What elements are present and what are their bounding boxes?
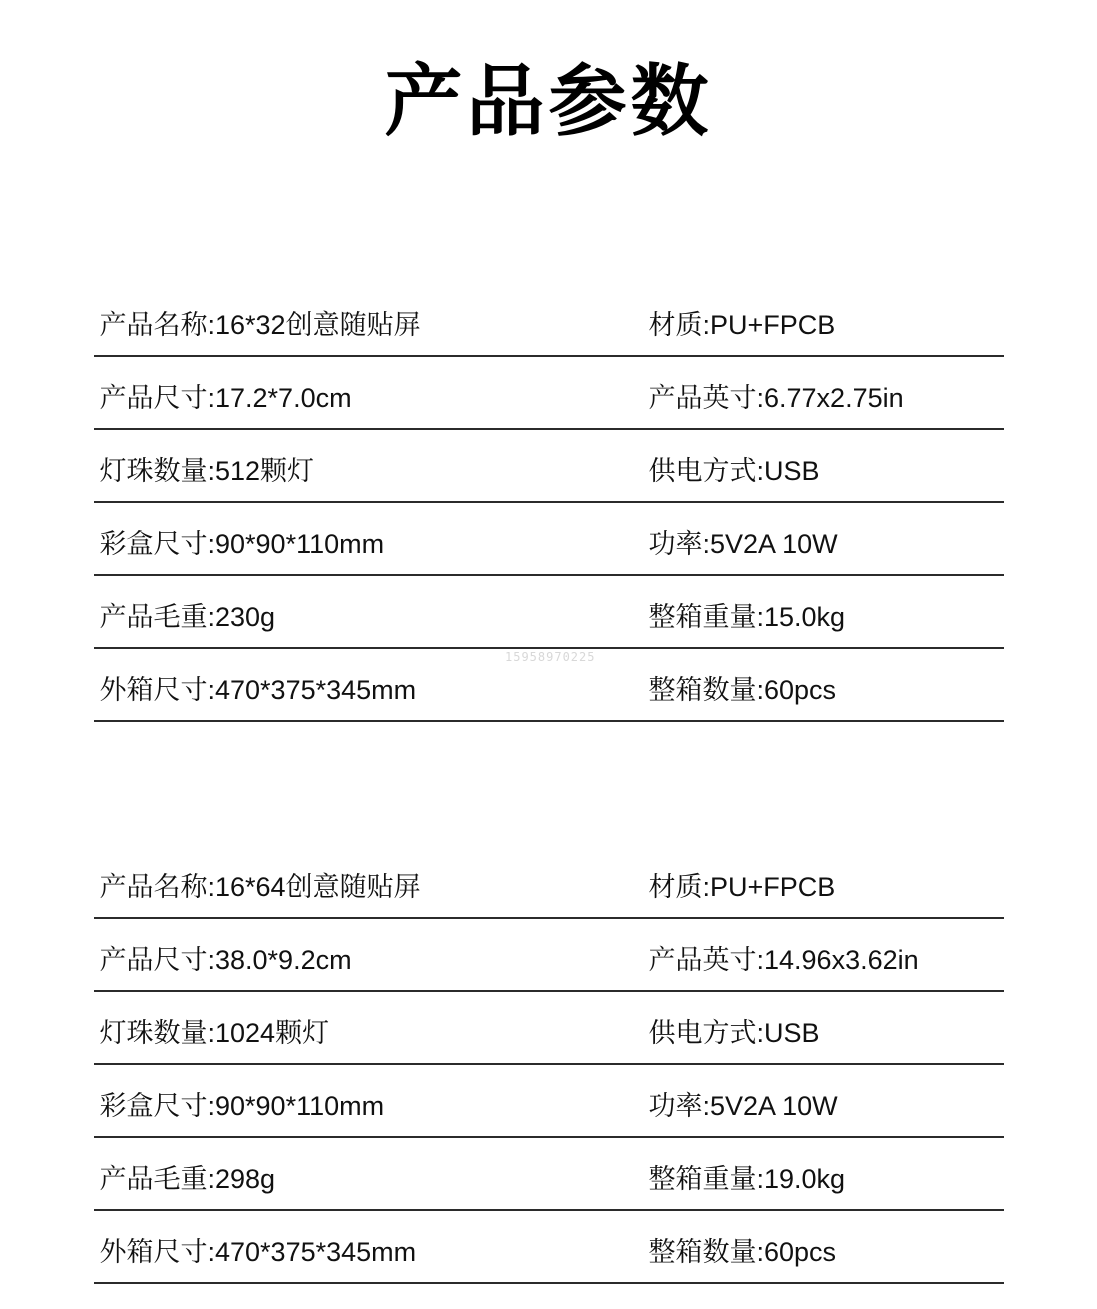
table-row xyxy=(94,503,1004,576)
table-row xyxy=(94,846,1004,919)
table-row xyxy=(94,1065,1004,1138)
table-row xyxy=(94,430,1004,503)
spec-cell-right: 整箱数量:60pcs xyxy=(648,1236,837,1267)
spec-cell-right: 功率:5V2A 10W xyxy=(648,1090,838,1121)
page-title: 产品参数 xyxy=(384,57,713,147)
spec-cell-left: 彩盒尺寸:90*90*110mm xyxy=(99,528,385,559)
table-row xyxy=(94,992,1004,1065)
table-row xyxy=(94,919,1004,992)
spec-cell-left: 外箱尺寸:470*375*345mm xyxy=(99,1236,417,1267)
spec-cell-right: 材质:PU+FPCB xyxy=(648,871,836,902)
watermark-text: 15958970225 xyxy=(505,650,596,664)
spec-cell-right: 整箱重量:19.0kg xyxy=(648,1163,846,1194)
table-row xyxy=(94,1211,1004,1284)
spec-cell-left: 灯珠数量:512颗灯 xyxy=(99,455,315,486)
spec-cell-right: 供电方式:USB xyxy=(648,1017,820,1048)
spec-block-16x64 xyxy=(94,846,1004,1284)
spec-cell-left: 外箱尺寸:470*375*345mm xyxy=(99,674,417,705)
spec-cell-left: 产品毛重:230g xyxy=(99,601,276,632)
spec-cell-left: 产品名称:16*64创意随贴屏 xyxy=(99,871,421,902)
spec-cell-left: 产品尺寸:17.2*7.0cm xyxy=(99,382,352,413)
table-row xyxy=(94,1138,1004,1211)
spec-cell-left: 彩盒尺寸:90*90*110mm xyxy=(99,1090,385,1121)
spec-cell-right: 整箱重量:15.0kg xyxy=(648,601,846,632)
spec-cell-right: 供电方式:USB xyxy=(648,455,820,486)
spec-cell-left: 产品毛重:298g xyxy=(99,1163,276,1194)
spec-cell-right: 产品英寸:14.96x3.62in xyxy=(648,944,919,975)
table-row xyxy=(94,576,1004,649)
spec-cell-right: 整箱数量:60pcs xyxy=(648,674,837,705)
spec-cell-left: 产品尺寸:38.0*9.2cm xyxy=(99,944,352,975)
spec-cell-left: 灯珠数量:1024颗灯 xyxy=(99,1017,330,1048)
spec-cell-right: 产品英寸:6.77x2.75in xyxy=(648,382,904,413)
spec-cell-left: 产品名称:16*32创意随贴屏 xyxy=(99,309,421,340)
spec-cell-right: 材质:PU+FPCB xyxy=(648,309,836,340)
table-row xyxy=(94,284,1004,357)
table-row xyxy=(94,357,1004,430)
spec-cell-right: 功率:5V2A 10W xyxy=(648,528,838,559)
